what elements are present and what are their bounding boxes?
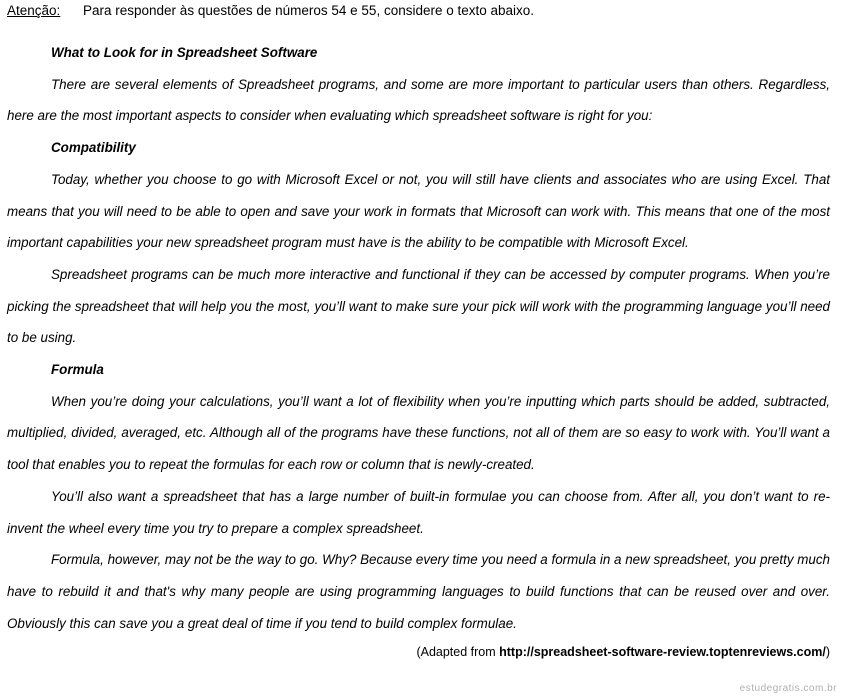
instruction-header <box>7 2 534 20</box>
attention-label: Atenção: <box>7 3 61 18</box>
instruction-text: Para responder às questões de números 54 e 55, considere o texto abaixo. <box>83 3 535 18</box>
source-citation <box>416 643 830 661</box>
paragraph: Today, whether you choose to go with Microsoft Excel or not, you will still have clients and associates who are using Excel. That means that you will need to be able to open and save your work in formats that Microsoft can work with. This means that one of the most important capabilities your new spreadsheet program must have is the ability to be compatible with Microsoft Excel. <box>7 171 830 251</box>
article-body <box>7 37 830 639</box>
paragraph: Formula, however, may not be the way to go. Why? Because every time you need a formula in a new spreadsheet, you pretty much have to rebuild it and that's why many people are using programming languages to build functions that can be reused over and over. Obviously this can save you a great deal of time if you tend to build complex formulae. <box>7 552 830 631</box>
source-url: http://spreadsheet-software-review.toptenreviews.com/ <box>499 645 826 659</box>
paragraph: You’ll also want a spreadsheet that has a large number of built-in formulae you can choose from. After all, you don’t want to re-invent the wheel every time you try to prepare a complex spreadsheet. <box>7 488 830 536</box>
article-title: What to Look for in Spreadsheet Software <box>51 45 318 60</box>
section-heading-formula: Formula <box>51 362 104 378</box>
source-prefix: (Adapted from <box>416 645 500 659</box>
paragraph: Spreadsheet programs can be much more interactive and functional if they can be accessed by computer programs. When you’re picking the spreadsheet that will help you the most, you’ll want to make sure your pick will work with the programming language you’ll need to be using. <box>7 266 830 346</box>
watermark: estudegratis.com.br <box>739 683 837 694</box>
paragraph: When you’re doing your calculations, you’ll want a lot of flexibility when you’re inputting which parts should be added, subtracted, multiplied, divided, averaged, etc. Although all of the programs have these functions, not all of them are so easy to work with. You’ll want a tool that enables you to repeat the formulas for each row or column that is newly-created. <box>7 393 830 473</box>
intro-paragraph: There are several elements of Spreadsheet programs, and some are more important to particular users than others. Regardless, here are the most important aspects to consider when evaluating which spreadsheet software is right for you: <box>7 76 830 124</box>
source-suffix: ) <box>825 645 830 659</box>
section-heading-compatibility: Compatibility <box>51 140 136 156</box>
